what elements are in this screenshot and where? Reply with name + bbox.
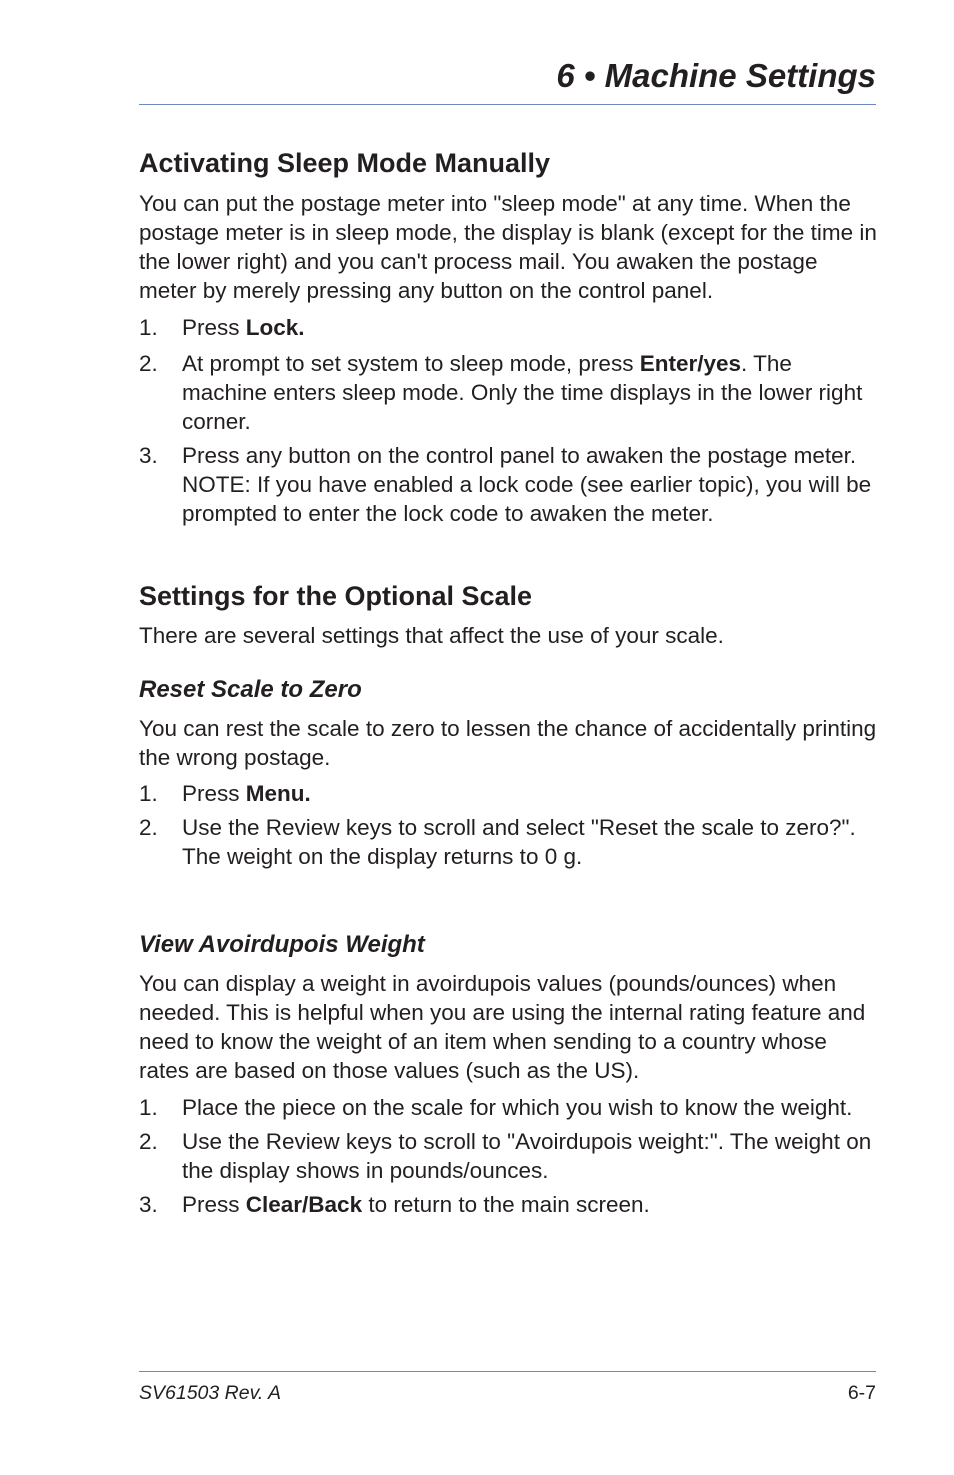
- list-item: [139, 313, 879, 342]
- subsection-heading: Reset Scale to Zero: [139, 676, 362, 703]
- steps-list: [139, 313, 879, 528]
- subsection-heading: View Avoirdupois Weight: [139, 931, 425, 958]
- subsection-intro: You can rest the scale to zero to lessen the chance of accidentally printing the wrong postage.: [139, 716, 877, 770]
- step-text: At prompt to set system to sleep mode, press: [182, 351, 640, 376]
- section-optional-scale: [139, 579, 879, 650]
- section-heading: Settings for the Optional Scale: [139, 581, 533, 611]
- step-text: Press: [182, 315, 246, 340]
- subsection-avoirdupois: [139, 930, 879, 1219]
- step-number: 2.: [139, 815, 158, 840]
- header-rule: [139, 104, 876, 105]
- step-number: 1.: [139, 1095, 158, 1120]
- list-item: [139, 1190, 879, 1219]
- step-number: 1.: [139, 781, 158, 806]
- footer-page-number: 6-7: [847, 1382, 876, 1404]
- list-item: [139, 1127, 879, 1185]
- steps-list: [139, 779, 879, 871]
- step-keyword: Enter/yes: [639, 351, 742, 376]
- list-item: [139, 441, 879, 528]
- step-number: 1.: [139, 315, 158, 340]
- chapter-title: 6 • Machine Settings: [556, 57, 876, 94]
- subsection-intro: You can display a weight in avoirdupois values (pounds/ounces) when needed. This is helpful when you are using the internal rating feature and need to know the weight of an item when sending to a country whose rates are based on those values (such as the US).: [139, 971, 866, 1083]
- list-item: [139, 1093, 879, 1122]
- step-keyword: Menu.: [245, 781, 311, 806]
- step-text: Place the piece on the scale for which you wish to know the weight.: [182, 1095, 853, 1120]
- step-keyword: Lock.: [245, 315, 305, 340]
- section-intro: You can put the postage meter into "sleep mode" at any time. When the postage meter is in sleep mode, the display is blank (except for the time in the lower right) and you can't process mail. You awaken the postage meter by merely pressing any button on the control panel.: [139, 191, 877, 303]
- list-item: [139, 349, 879, 436]
- footer-doc-id: SV61503 Rev. A: [139, 1382, 282, 1404]
- step-text: Use the Review keys to scroll and select "Reset the scale to zero?". The weight on the display returns to 0 g.: [182, 815, 856, 869]
- step-number: 3.: [139, 443, 158, 468]
- step-text: Use the Review keys to scroll to "Avoirdupois weight:". The weight on the display shows in pounds/ounces.: [182, 1129, 872, 1183]
- step-number: 2.: [139, 1129, 158, 1154]
- section-intro: There are several settings that affect the use of your scale.: [139, 623, 724, 648]
- subsection-reset-scale: [139, 675, 879, 871]
- steps-list: [139, 1093, 879, 1219]
- footer-rule: [139, 1371, 876, 1372]
- step-text: Press any button on the control panel to awaken the postage meter. NOTE: If you have enabled a lock code (see earlier topic), you will be prompted to enter the lock code to awaken the meter.: [182, 443, 872, 526]
- step-text: Press: [182, 1192, 246, 1217]
- step-number: 2.: [139, 351, 158, 376]
- section-heading: Activating Sleep Mode Manually: [139, 148, 551, 178]
- list-item: [139, 813, 879, 871]
- step-text-after: . The machine enters sleep mode. Only the time displays in the lower right corner.: [182, 351, 863, 434]
- step-keyword: Clear/Back: [245, 1192, 363, 1217]
- step-text-after: to return to the main screen.: [362, 1192, 650, 1217]
- page-content: [139, 146, 879, 1219]
- step-text: Press: [182, 781, 246, 806]
- list-item: [139, 779, 879, 808]
- section-sleep-mode: [139, 146, 879, 528]
- step-number: 3.: [139, 1192, 158, 1217]
